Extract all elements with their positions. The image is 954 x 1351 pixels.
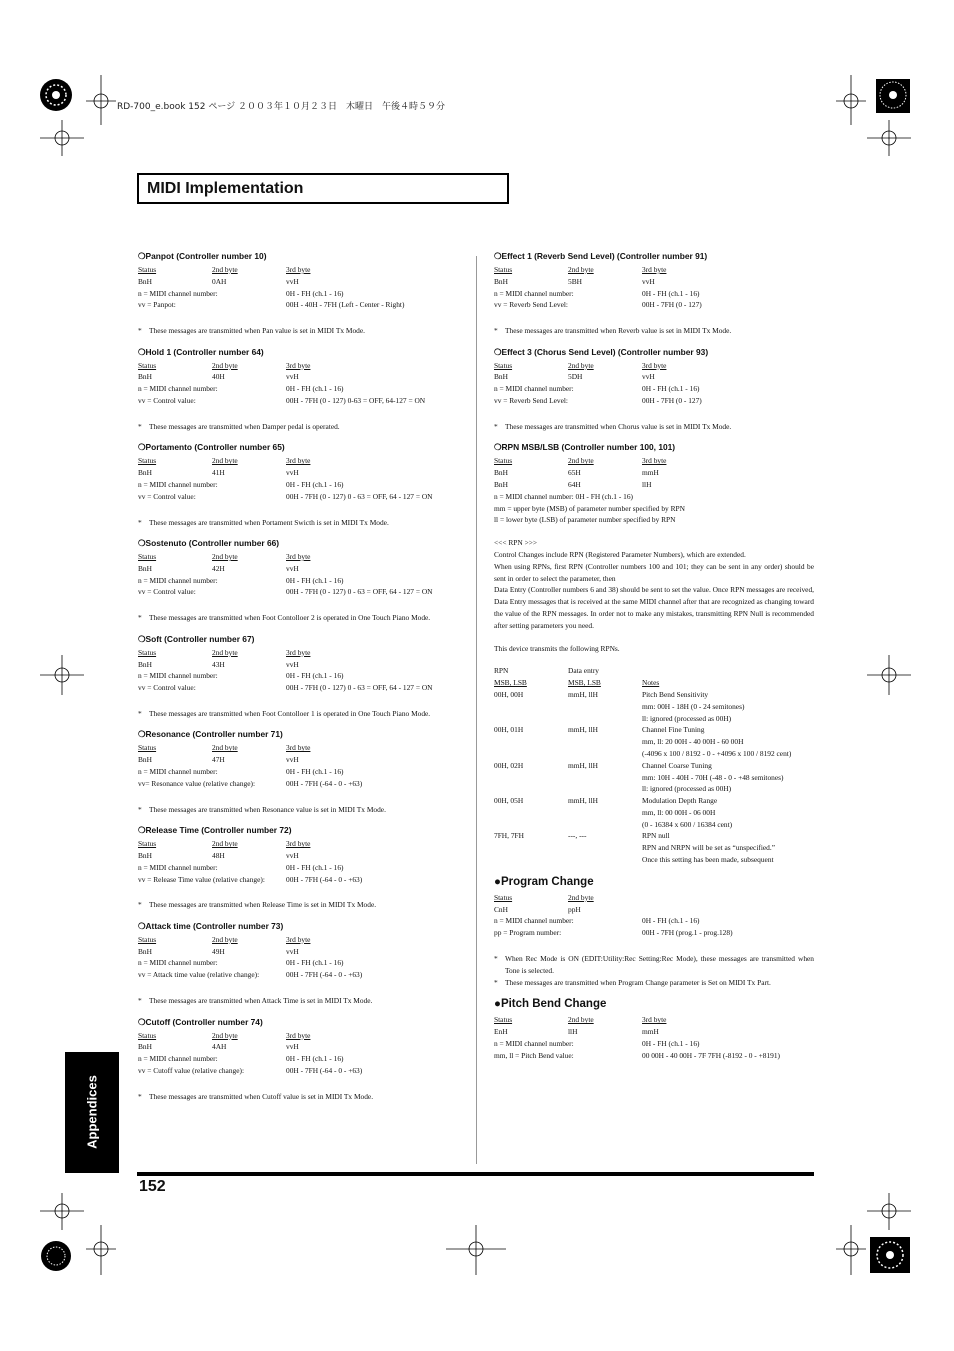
status-byte: BnH	[138, 1042, 152, 1052]
value-label: vv = Control value:	[138, 396, 196, 406]
second-byte: 48H	[212, 850, 225, 860]
col-2nd: 2nd byte	[212, 839, 238, 849]
crosshair-mark-tr2	[867, 120, 911, 156]
col-2nd: 2nd byte	[568, 265, 594, 274]
controller-section: ❍Cutoff (Controller number 74) Status 2nd byte 3rd byte BnH 4AH vvH n = MIDI channel number: 0H - FH (ch.1 - 16) vv = Cutoff value (relative change): 00H - 7FH (-64 - 0 - +63) * These messages are transmitted when Cutoff value is set in MIDI Tx Mode.	[138, 1017, 460, 1103]
channel-label: n = MIDI channel number:	[138, 1054, 218, 1064]
rpn-entry	[494, 724, 814, 759]
col-2nd: 2nd byte	[568, 1015, 594, 1025]
col-3rd: 3rd byte	[642, 456, 667, 466]
channel-value: 0H - FH (ch.1 - 16)	[642, 288, 700, 298]
section-title: ❍Hold 1 (Controller number 64)	[138, 346, 264, 357]
rpn-number	[494, 819, 568, 831]
value-label: vv = Control value:	[138, 683, 196, 693]
rpn-number: 00H, 02H	[494, 760, 524, 770]
second-byte: 65H	[568, 468, 581, 478]
rpn-data-entry	[568, 842, 642, 854]
crosshair-mark-bc	[446, 1225, 506, 1275]
third-byte: vvH	[286, 372, 299, 382]
column-divider	[476, 256, 477, 1164]
col-2nd: 2nd byte	[212, 743, 238, 753]
channel-value: 0H - FH (ch.1 - 16)	[286, 958, 344, 968]
rpn-note: (0 - 16384 x 600 / 16384 cent)	[642, 819, 733, 829]
col-3rd: 3rd byte	[286, 552, 311, 562]
col-status: Status	[138, 647, 157, 657]
channel-label: n = MIDI channel number:	[138, 671, 218, 681]
rpn-data-entry: ---, ---	[568, 831, 587, 841]
rpn-data-entry: mmH, llH	[568, 760, 598, 770]
value-label: vv = Control value:	[138, 587, 196, 597]
value-range: 00H - 7FH (0 - 127) 0-63 = OFF, 64-127 = ON	[286, 396, 426, 406]
value-range: 00H - 7FH (0 - 127) 0 - 63 = OFF, 64 - 127 = ON	[286, 587, 433, 597]
value-range: 00H - 7FH (-64 - 0 - +63)	[286, 874, 363, 884]
rpn-number	[494, 772, 568, 784]
starburst-mark-bl	[41, 1241, 71, 1271]
value-range: 00H - 7FH (prog.1 - prog.128)	[642, 928, 733, 938]
second-byte: 5BH	[568, 276, 582, 286]
col-status: Status	[138, 1030, 157, 1040]
status-byte: EnH	[494, 1027, 508, 1037]
rpn-number	[494, 842, 568, 854]
appendices-tab	[65, 1052, 119, 1173]
rpn-section	[494, 442, 814, 866]
program-change-section: ●Program Change Status 2nd byte CnH ppH n = MIDI channel number: 0H - FH (ch.1 - 16) pp = Program number: 00H - 7FH (prog.1 - prog.128) * When Rec Mode is ON (EDIT:Utility:Rec Setting:Rec Mode), these messages are transmitted when Tone is selected. * These messages are transmitted when Program Change parameter is Set on MIDI Tx Part.	[494, 875, 814, 987]
controller-section: ❍Release Time (Controller number 72) Status 2nd byte 3rd byte BnH 48H vvH n = MIDI channel number: 0H - FH (ch.1 - 16) vv = Release Time value (relative change): 00H - 7FH (-64 - 0 - +63) * These messages are transmitted when Release Time is set in MIDI Tx Mode.	[138, 825, 460, 911]
status-byte: BnH	[138, 755, 152, 765]
value-label: vv = Reverb Send Level:	[494, 300, 568, 310]
starburst-mark-tr	[876, 79, 910, 113]
section-note: These messages are transmitted when Foot Contolloer 2 is operated in One Touch Piano Mode.	[149, 613, 431, 623]
crosshair-mark-br	[836, 1225, 866, 1275]
rpn-number	[494, 736, 568, 748]
section-note: These messages are transmitted when Reverb value is set in MIDI Tx Mode.	[505, 326, 732, 336]
rpn-table	[494, 689, 814, 866]
status-byte: BnH	[494, 468, 508, 478]
third-byte: vvH	[642, 276, 655, 286]
section-note: These messages are transmitted when Portament Swicth is set in MIDI Tx Mode.	[149, 517, 389, 527]
value-range: 00H - 7FH (-64 - 0 - +63)	[286, 778, 363, 788]
second-byte: 47H	[212, 755, 225, 765]
second-byte: 40H	[212, 372, 225, 382]
channel-value: 0H - FH (ch.1 - 16)	[286, 767, 344, 777]
value-label: vv = Panpot:	[138, 300, 176, 310]
second-byte: llH	[568, 1027, 578, 1037]
controller-section: ❍Soft (Controller number 67) Status 2nd byte 3rd byte BnH 43H vvH n = MIDI channel number: 0H - FH (ch.1 - 16) vv = Control value: 00H - 7FH (0 - 127) 0 - 63 = OFF, 64 - 127 = ON * These messages are transmitted when Foot Contolloer 1 is operated in One Touch Piano Mode.	[138, 634, 460, 720]
status-byte: BnH	[138, 372, 152, 382]
section-title: ❍Attack time (Controller number 73)	[138, 920, 284, 931]
value-range: 00 00H - 40 00H - 7F 7FH (-8192 - 0 - +8191)	[642, 1050, 781, 1060]
value-label: vv = Attack time value (relative change):	[138, 970, 260, 980]
status-byte: BnH	[138, 563, 152, 573]
rpn-note: mm: 00H - 18H (0 - 24 semitones)	[642, 701, 745, 711]
rpn-entry	[494, 795, 814, 830]
rpn-paragraph: Data Entry (Controller numbers 6 and 38) should be sent to set the value. Once RPN messages are received, Data Entry messages that is received at the same MIDI channel after that are recognized as changing toward the value of the RPN messages. In order not to make any mistakes, transmitting RPN Null is recommended after setting parameters you need.	[494, 585, 814, 630]
value-label: mm, ll = Pitch Bend value:	[494, 1050, 574, 1060]
second-byte: ppH	[568, 904, 581, 914]
pitch-bend-section	[494, 998, 814, 1061]
section-note: These messages are transmitted when Pan value is set in MIDI Tx Mode.	[149, 326, 365, 336]
col-3rd: 3rd byte	[642, 360, 667, 370]
col-status: Status	[494, 892, 513, 902]
third-byte: llH	[642, 479, 652, 489]
page-number: 152	[139, 1178, 166, 1195]
value-range: 00H - 7FH (0 - 127) 0 - 63 = OFF, 64 - 127 = ON	[286, 683, 433, 693]
rpn-number: 00H, 01H	[494, 725, 524, 735]
crosshair-mark-tl2	[40, 120, 84, 156]
controller-section: ❍Hold 1 (Controller number 64) Status 2nd byte 3rd byte BnH 40H vvH n = MIDI channel number: 0H - FH (ch.1 - 16) vv = Control value: 00H - 7FH (0 - 127) 0-63 = OFF, 64-127 = ON * These messages are transmitted when Damper pedal is operated.	[138, 347, 460, 433]
col-status: Status	[494, 1015, 513, 1025]
controller-section: ❍Portamento (Controller number 65) Status 2nd byte 3rd byte BnH 41H vvH n = MIDI channel number: 0H - FH (ch.1 - 16) vv = Control value: 00H - 7FH (0 - 127) 0 - 63 = OFF, 64 - 127 = ON * These messages are transmitted when Portament Swicth is set in MIDI Tx Mode.	[138, 442, 460, 528]
channel-label: n = MIDI channel number:	[138, 384, 218, 394]
section-title: ❍Release Time (Controller number 72)	[138, 825, 292, 836]
second-byte: 5DH	[568, 372, 583, 382]
rpn-data-entry	[568, 819, 642, 831]
value-range: 00H - 40H - 7FH (Left - Center - Right)	[286, 300, 405, 310]
section-note: When Rec Mode is ON (EDIT:Utility:Rec Setting:Rec Mode), these messages are transmitted when Tone is selected.	[505, 954, 814, 975]
chorus-section: ❍Effect 3 (Chorus Send Level) (Controller number 93) Status 2nd byte 3rd byte BnH 5DH vvH n = MIDI channel number: 0H - FH (ch.1 - 16) vv = Reverb Send Level: 00H - 7FH (0 - 127) * These messages are transmitted when Chorus value is set in MIDI Tx Mode.	[494, 347, 814, 433]
col-status: Status	[138, 552, 157, 562]
col-3rd: 3rd byte	[286, 647, 311, 657]
rpn-paragraph: Control Changes include RPN (Registered Parameter Numbers), which are extended.	[494, 549, 746, 559]
rpn-note: (-4096 x 100 / 8192 - 0 - +4096 x 100 / 8192 cent)	[642, 748, 792, 758]
value-label: pp = Program number:	[494, 928, 562, 938]
col-status: Status	[138, 743, 157, 753]
channel-value: 0H - FH (ch.1 - 16)	[286, 671, 344, 681]
value-range: 00H - 7FH (0 - 127)	[642, 396, 702, 406]
rpn-data-entry	[568, 713, 642, 725]
rpn-note: ll: ignored (processed as 00H)	[642, 713, 732, 723]
section-note: These messages are transmitted when Attack Time is set in MIDI Tx Mode.	[149, 996, 373, 1005]
rpn-note: ll: ignored (processed as 00H)	[642, 784, 732, 794]
second-byte: 41H	[212, 468, 225, 478]
rpn-head: Data entry	[568, 666, 599, 676]
channel-label: n = MIDI channel number:	[138, 862, 218, 872]
col-3rd: 3rd byte	[642, 265, 667, 274]
crosshair-mark-bl	[40, 1193, 84, 1230]
rpn-head: Notes	[642, 678, 660, 688]
section-title: ●Program Change	[494, 875, 594, 888]
col-3rd: 3rd byte	[286, 1030, 311, 1040]
section-note: These messages are transmitted when Resonance value is set in MIDI Tx Mode.	[149, 804, 386, 814]
channel-value: 0H - FH (ch.1 - 16)	[286, 288, 344, 298]
section-title: ❍Cutoff (Controller number 74)	[138, 1016, 263, 1027]
value-label: vv= Resonance value (relative change):	[138, 778, 256, 788]
rpn-number: 7FH, 7FH	[494, 831, 524, 841]
col-status: Status	[138, 265, 157, 274]
second-byte: 42H	[212, 563, 225, 573]
status-byte: BnH	[138, 850, 152, 860]
rpn-entry	[494, 760, 814, 795]
status-byte: BnH	[494, 479, 508, 489]
status-byte: BnH	[138, 468, 152, 478]
rpn-note: Once this setting has been made, subsequent	[642, 855, 774, 865]
reverb-section: ❍Effect 1 (Reverb Send Level) (Controller number 91) Status 2nd byte 3rd byte BnH 5BH vvH n = MIDI channel number: 0H - FH (ch.1 - 16) vv = Reverb Send Level: 00H - 7FH (0 - 127) * These messages are transmitted when Reverb value is set in MIDI Tx Mode.	[494, 251, 814, 337]
rpn-data-entry	[568, 807, 642, 819]
page-title-box	[137, 173, 509, 204]
section-title: ❍Panpot (Controller number 10)	[138, 251, 267, 261]
rpn-data-entry	[568, 701, 642, 713]
third-byte: vvH	[286, 946, 299, 956]
channel-label: n = MIDI channel number:	[494, 916, 574, 926]
channel-value: 0H - FH (ch.1 - 16)	[642, 1039, 700, 1049]
rpn-note: mm, ll: 20 00H - 40 00H - 60 00H	[642, 737, 744, 747]
col-3rd: 3rd byte	[642, 1015, 667, 1025]
channel-label: n = MIDI channel number:	[494, 288, 574, 298]
side-tab-label: Appendices	[84, 1075, 100, 1149]
status-byte: BnH	[494, 372, 508, 382]
right-column	[494, 251, 814, 1072]
controller-section: ❍Sostenuto (Controller number 66) Status 2nd byte 3rd byte BnH 42H vvH n = MIDI channel number: 0H - FH (ch.1 - 16) vv = Control value: 00H - 7FH (0 - 127) 0 - 63 = OFF, 64 - 127 = ON * These messages are transmitted when Foot Contolloer 2 is operated in One Touch Piano Mode.	[138, 538, 460, 624]
col-2nd: 2nd byte	[212, 934, 238, 944]
col-2nd: 2nd byte	[568, 456, 594, 466]
rpn-line: mm = upper byte (MSB) of parameter number specified by RPN	[494, 503, 685, 513]
rpn-data-entry	[568, 854, 642, 866]
value-range: 00H - 7FH (-64 - 0 - +63)	[286, 970, 363, 980]
crosshair-mark-bl2	[86, 1225, 116, 1275]
third-byte: vvH	[286, 755, 299, 765]
left-column	[138, 251, 460, 1112]
col-2nd: 2nd byte	[212, 265, 238, 274]
third-byte: vvH	[286, 468, 299, 478]
third-byte: vvH	[286, 1042, 299, 1052]
col-status: Status	[138, 934, 157, 944]
col-status: Status	[494, 456, 513, 466]
channel-label: n = MIDI channel number:	[138, 288, 218, 298]
section-title: ❍Sostenuto (Controller number 66)	[138, 538, 280, 549]
rpn-data-entry: mmH, llH	[568, 725, 598, 735]
col-2nd: 2nd byte	[568, 360, 594, 370]
section-title: ●Pitch Bend Change	[494, 998, 607, 1011]
rpn-entry	[494, 689, 814, 724]
second-byte: 4AH	[212, 1042, 227, 1052]
rpn-note: Channel Coarse Tuning	[642, 760, 712, 770]
col-2nd: 2nd byte	[212, 456, 238, 466]
page-title: MIDI Implementation	[147, 180, 304, 197]
third-byte: vvH	[642, 372, 655, 382]
controller-section: ❍Resonance (Controller number 71) Status 2nd byte 3rd byte BnH 47H vvH n = MIDI channel number: 0H - FH (ch.1 - 16) vv= Resonance value (relative change): 00H - 7FH (-64 - 0 - +63) * These messages are transmitted when Resonance value is set in MIDI Tx Mode.	[138, 729, 460, 815]
section-title: ❍Portamento (Controller number 65)	[138, 442, 285, 453]
channel-label: n = MIDI channel number:	[138, 767, 218, 777]
status-byte: BnH	[138, 659, 152, 669]
value-label: vv = Reverb Send Level:	[494, 396, 568, 406]
book-header: RD-700_e.book 152 ページ ２００３年１０月２３日 木曜日 午後４時５９分	[117, 102, 446, 112]
col-status: Status	[138, 360, 157, 370]
section-note: These messages are transmitted when Program Change parameter is Set on MIDI Tx Part.	[505, 977, 771, 987]
rpn-paragraph: When using RPNs, first RPN (Controller numbers 100 and 101; they can be sent in any order) should be sent in order to select the parameter, then	[494, 561, 814, 583]
col-3rd: 3rd byte	[286, 743, 311, 753]
section-note: These messages are transmitted when Cutoff value is set in MIDI Tx Mode.	[149, 1091, 374, 1101]
col-3rd: 3rd byte	[286, 839, 311, 849]
col-2nd: 2nd byte	[568, 892, 594, 902]
rpn-entry	[494, 830, 814, 865]
value-label: vv = Release Time value (relative change):	[138, 874, 265, 884]
crosshair-mark-tl	[86, 75, 116, 125]
footer-rule	[137, 1172, 814, 1176]
channel-label: n = MIDI channel number:	[138, 958, 218, 968]
col-status: Status	[138, 839, 157, 849]
col-2nd: 2nd byte	[212, 360, 238, 370]
crosshair-mark-br2	[867, 1193, 911, 1230]
col-status: Status	[494, 360, 513, 370]
third-byte: vvH	[286, 276, 299, 286]
section-title: ❍Resonance (Controller number 71)	[138, 729, 283, 740]
col-3rd: 3rd byte	[286, 360, 311, 370]
rpn-number	[494, 854, 568, 866]
channel-value: 0H - FH (ch.1 - 16)	[286, 384, 344, 394]
col-status: Status	[138, 456, 157, 466]
rpn-paragraph: This device transmits the following RPNs.	[494, 643, 620, 653]
rpn-number	[494, 713, 568, 725]
section-title: ❍Effect 3 (Chorus Send Level) (Controller number 93)	[494, 346, 709, 357]
channel-value: 0H - FH (ch.1 - 16)	[286, 479, 344, 489]
starburst-mark-br	[870, 1237, 910, 1273]
col-3rd: 3rd byte	[286, 265, 311, 274]
channel-value: 0H - FH (ch.1 - 16)	[286, 575, 344, 585]
value-label: vv = Cutoff value (relative change):	[138, 1065, 245, 1075]
col-status: Status	[494, 265, 513, 274]
rpn-data-entry	[568, 783, 642, 795]
third-byte: vvH	[286, 563, 299, 573]
second-byte: 64H	[568, 479, 581, 489]
rpn-data-entry	[568, 736, 642, 748]
col-2nd: 2nd byte	[212, 647, 238, 657]
value-range: 00H - 7FH (0 - 127) 0 - 63 = OFF, 64 - 127 = ON	[286, 491, 433, 501]
rpn-note: RPN and NRPN will be set as “unspecified.”	[642, 843, 776, 853]
second-byte: 0AH	[212, 276, 227, 286]
rpn-label: <<< RPN >>>	[494, 538, 538, 548]
channel-value: 0H - FH (ch.1 - 16)	[642, 384, 700, 394]
rpn-data-entry: mmH, llH	[568, 689, 598, 699]
rpn-note: Modulation Depth Range	[642, 796, 718, 806]
rpn-line: ll = lower byte (LSB) of parameter number specified by RPN	[494, 515, 676, 525]
channel-label: n = MIDI channel number:	[494, 384, 574, 394]
rpn-note: RPN null	[642, 831, 670, 841]
col-2nd: 2nd byte	[212, 552, 238, 562]
col-2nd: 2nd byte	[212, 1030, 238, 1040]
third-byte: mmH	[642, 1027, 659, 1037]
third-byte: mmH	[642, 468, 659, 478]
section-note: These messages are transmitted when Chorus value is set in MIDI Tx Mode.	[505, 421, 732, 431]
crosshair-mark-tr	[836, 75, 866, 125]
rpn-note: Channel Fine Tuning	[642, 725, 705, 735]
third-byte: vvH	[286, 659, 299, 669]
rpn-data-entry: mmH, llH	[568, 796, 598, 806]
rpn-head: RPN	[494, 666, 509, 676]
rpn-note: Pitch Bend Sensitivity	[642, 689, 709, 699]
channel-value: 0H - FH (ch.1 - 16)	[286, 862, 344, 872]
second-byte: 49H	[212, 946, 225, 956]
rpn-number: 00H, 00H	[494, 689, 524, 699]
status-byte: BnH	[494, 276, 508, 286]
crosshair-mark-mr	[867, 655, 911, 695]
section-note: These messages are transmitted when Release Time is set in MIDI Tx Mode.	[149, 900, 377, 910]
section-title: ❍Effect 1 (Reverb Send Level) (Controller number 91)	[494, 251, 708, 261]
status-byte: CnH	[494, 904, 508, 914]
rpn-number	[494, 701, 568, 713]
controller-section: ❍Attack time (Controller number 73) Status 2nd byte 3rd byte BnH 49H vvH n = MIDI channel number: 0H - FH (ch.1 - 16) vv = Attack time value (relative change): 00H - 7FH (-64 - 0 - +63) * These messages are transmitted when Attack Time is set in MIDI Tx Mode.	[138, 921, 460, 1007]
section-title: ❍Soft (Controller number 67)	[138, 633, 255, 644]
crosshair-mark-ml	[40, 655, 84, 695]
rpn-data-entry	[568, 772, 642, 784]
channel-label: n = MIDI channel number:	[138, 479, 218, 489]
rpn-head: MSB, LSB	[568, 678, 601, 688]
rpn-note: mm: 10H - 40H - 70H (-48 - 0 - +48 semitones)	[642, 772, 784, 782]
status-byte: BnH	[138, 276, 152, 286]
second-byte: 43H	[212, 659, 225, 669]
channel-value: 0H - FH (ch.1 - 16)	[286, 1054, 344, 1064]
channel-label: n = MIDI channel number:	[138, 575, 218, 585]
rpn-number	[494, 783, 568, 795]
col-3rd: 3rd byte	[286, 456, 311, 466]
rpn-number	[494, 748, 568, 760]
section-note: These messages are transmitted when Foot Contolloer 1 is operated in One Touch Piano Mode.	[149, 708, 431, 718]
col-3rd: 3rd byte	[286, 934, 311, 944]
channel-label: n = MIDI channel number:	[494, 1039, 574, 1049]
status-byte: BnH	[138, 946, 152, 956]
rpn-number: 00H, 05H	[494, 796, 524, 806]
section-note: These messages are transmitted when Damper pedal is operated.	[149, 421, 340, 431]
value-range: 00H - 7FH (0 - 127)	[642, 300, 702, 310]
third-byte: vvH	[286, 850, 299, 860]
rpn-number	[494, 807, 568, 819]
channel-value: 0H - FH (ch.1 - 16)	[642, 916, 700, 926]
rpn-note: mm, ll: 00 00H - 06 00H	[642, 807, 716, 817]
starburst-mark-tl	[40, 79, 72, 111]
value-label: vv = Control value:	[138, 491, 196, 501]
rpn-line: n = MIDI channel number: 0H - FH (ch.1 - 16)	[494, 491, 634, 501]
rpn-data-entry	[568, 748, 642, 760]
value-range: 00H - 7FH (-64 - 0 - +63)	[286, 1065, 363, 1075]
rpn-head: MSB, LSB	[494, 678, 527, 688]
section-title: ❍RPN MSB/LSB (Controller number 100, 101)	[494, 442, 676, 453]
controller-section: ❍Panpot (Controller number 10) Status 2nd byte 3rd byte BnH 0AH vvH n = MIDI channel number: 0H - FH (ch.1 - 16) vv = Panpot: 00H - 40H - 7FH (Left - Center - Right) * These messages are transmitted when Pan value is set in MIDI Tx Mode.	[138, 251, 460, 337]
